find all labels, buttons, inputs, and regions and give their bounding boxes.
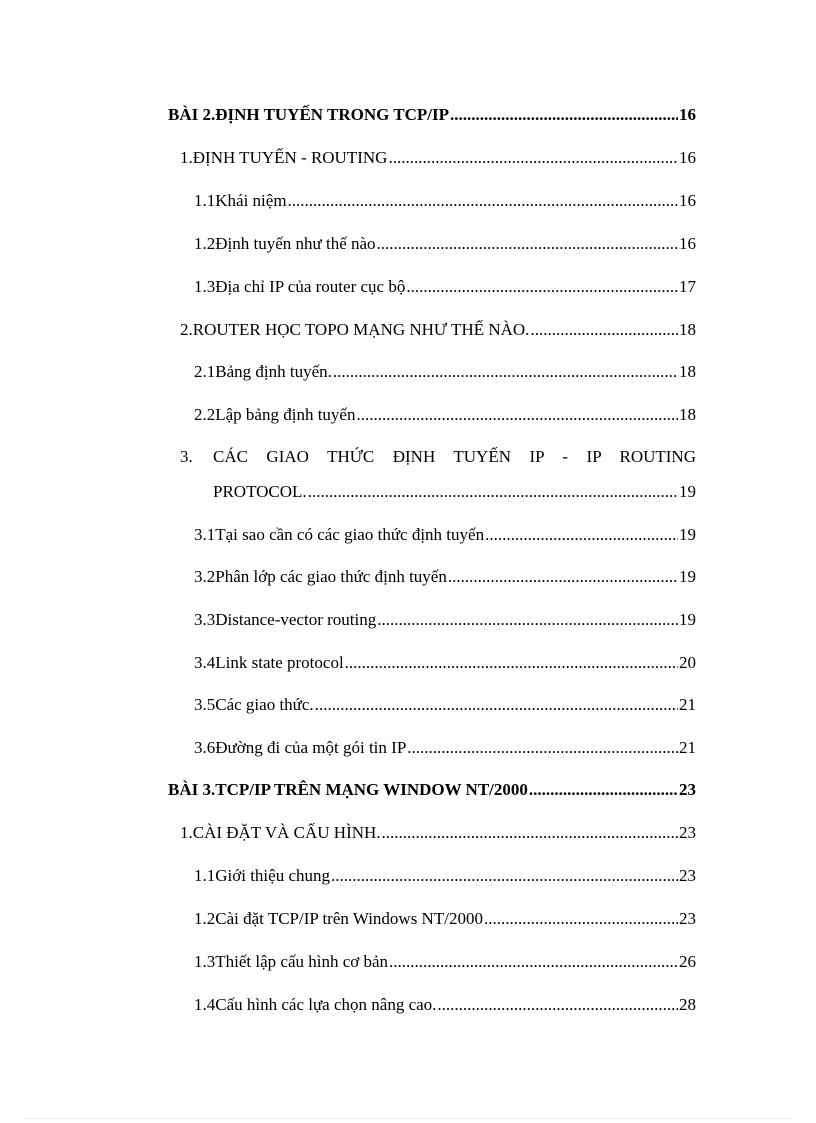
toc-leader xyxy=(450,103,678,127)
toc-number: 3.5 xyxy=(194,695,216,714)
toc-page: 23 xyxy=(679,823,696,842)
toc-number: BÀI 2. xyxy=(168,105,216,124)
toc-entry-3[interactable] xyxy=(180,445,696,469)
toc-page: 19 xyxy=(679,610,696,629)
toc-entry-1-3[interactable] xyxy=(194,275,696,299)
toc-title: Địa chỉ IP của router cục bộ xyxy=(215,277,406,296)
toc-number: BÀI 3. xyxy=(168,780,216,799)
toc-number: 1. xyxy=(180,148,193,167)
toc-page: 23 xyxy=(679,780,696,799)
toc-entry-bai3-1-4[interactable] xyxy=(194,993,696,1017)
toc-leader xyxy=(485,523,678,547)
toc-title: ĐỊNH TUYẾN TRONG TCP/IP xyxy=(215,105,450,124)
toc-title: Bảng định tuyến. xyxy=(215,362,332,381)
toc-entry-bai3-1-1[interactable] xyxy=(194,864,696,888)
toc-page: 16 xyxy=(679,234,696,253)
toc-title: ĐỊNH TUYẾN - ROUTING xyxy=(192,148,388,167)
toc-title: TCP/IP TRÊN MẠNG WINDOW NT/2000 xyxy=(215,780,528,799)
toc-leader xyxy=(345,651,678,675)
toc-number: 1.3 xyxy=(194,277,216,296)
toc-title: Distance-vector routing xyxy=(215,610,377,629)
toc-entry-2-1[interactable] xyxy=(194,360,696,384)
toc-title: Phân lớp các giao thức định tuyến xyxy=(215,567,447,586)
toc-page: 20 xyxy=(679,653,696,672)
toc-entry-bai3-1-2[interactable] xyxy=(194,907,696,931)
toc-entry-bai-3[interactable] xyxy=(168,778,696,802)
toc-page: 16 xyxy=(679,148,696,167)
toc-number: 1.1 xyxy=(194,866,216,885)
toc-entry-3-6[interactable] xyxy=(194,736,696,760)
toc-entry-bai3-1[interactable] xyxy=(180,821,696,845)
toc-entry-bai-2[interactable] xyxy=(168,103,696,127)
toc-title: Đường đi của một gói tin IP xyxy=(215,738,407,757)
toc-page: 17 xyxy=(679,277,696,296)
toc-number: 1.4 xyxy=(194,995,216,1014)
toc-number: 2.1 xyxy=(194,362,216,381)
toc-leader xyxy=(382,821,678,845)
toc-leader xyxy=(333,360,678,384)
toc-title: Cài đặt TCP/IP trên Windows NT/2000 xyxy=(215,909,483,928)
toc-entry-2[interactable] xyxy=(180,318,696,342)
toc-leader xyxy=(530,318,678,342)
toc-leader xyxy=(406,275,678,299)
toc-leader xyxy=(331,864,678,888)
toc-leader xyxy=(315,693,678,717)
toc-entry-bai3-1-3[interactable] xyxy=(194,950,696,974)
toc-entry-3-3[interactable] xyxy=(194,608,696,632)
toc-leader xyxy=(308,480,678,504)
toc-title: Cấu hình các lựa chọn nâng cao. xyxy=(215,995,437,1014)
toc-title: Giới thiệu chung xyxy=(215,866,330,885)
toc-page: 21 xyxy=(679,738,696,757)
toc-title: Thiết lập cấu hình cơ bản xyxy=(215,952,389,971)
toc-page: 19 xyxy=(679,567,696,586)
toc-page: 19 xyxy=(679,482,696,501)
toc-leader xyxy=(389,950,678,974)
toc-title: Các giao thức. xyxy=(215,695,314,714)
toc-number: 1.2 xyxy=(194,909,216,928)
toc-leader xyxy=(437,993,678,1017)
toc-entry-1-2[interactable] xyxy=(194,232,696,256)
toc-page: 18 xyxy=(679,320,696,339)
toc-title: Lập bảng định tuyến xyxy=(215,405,356,424)
toc-entry-3-4[interactable] xyxy=(194,651,696,675)
toc-entry-3-continued[interactable] xyxy=(213,480,696,504)
toc-page: 19 xyxy=(679,525,696,544)
toc-leader xyxy=(377,232,678,256)
toc-number: 3.1 xyxy=(194,525,216,544)
toc-number: 2.2 xyxy=(194,405,216,424)
toc-title: CÀI ĐẶT VÀ CẤU HÌNH. xyxy=(192,823,381,842)
toc-title-continued: PROTOCOL. xyxy=(213,482,307,501)
toc-page: 16 xyxy=(679,105,696,124)
toc-number: 3.3 xyxy=(194,610,216,629)
toc-page: 23 xyxy=(679,866,696,885)
toc-number: 1.1 xyxy=(194,191,216,210)
toc-page: 18 xyxy=(679,362,696,381)
toc-page: 28 xyxy=(679,995,696,1014)
toc-leader xyxy=(448,565,678,589)
toc-entry-3-5[interactable] xyxy=(194,693,696,717)
toc-page: 16 xyxy=(679,191,696,210)
toc-entry-3-1[interactable] xyxy=(194,523,696,547)
toc-title: Link state protocol xyxy=(215,653,344,672)
toc-leader xyxy=(529,778,678,802)
toc-page: 18 xyxy=(679,405,696,424)
toc-number: 1.2 xyxy=(194,234,216,253)
toc-leader xyxy=(356,403,678,427)
toc-leader xyxy=(388,146,678,170)
toc-leader xyxy=(288,189,678,213)
toc-page: 21 xyxy=(679,695,696,714)
toc-entry-3-2[interactable] xyxy=(194,565,696,589)
toc-page: 23 xyxy=(679,909,696,928)
toc-entry-2-2[interactable] xyxy=(194,403,696,427)
toc-number: 3.4 xyxy=(194,653,216,672)
toc-title: ROUTER HỌC TOPO MẠNG NHƯ THẾ NÀO. xyxy=(192,320,530,339)
toc-number: 1. xyxy=(180,823,193,842)
toc-title: Định tuyến như thế nào xyxy=(215,234,376,253)
toc-leader xyxy=(484,907,678,931)
toc-number: 3.6 xyxy=(194,738,216,757)
toc-title: CÁC GIAO THỨC ĐỊNH TUYẾN IP - IP ROUTING xyxy=(213,447,696,466)
toc-number: 3.2 xyxy=(194,567,216,586)
toc-entry-1-1[interactable] xyxy=(194,189,696,213)
toc-page: 26 xyxy=(679,952,696,971)
toc-leader xyxy=(407,736,678,760)
toc-title: Khái niệm xyxy=(215,191,287,210)
toc-entry-1[interactable] xyxy=(180,146,696,170)
toc-title: Tại sao cần có các giao thức định tuyến xyxy=(215,525,485,544)
toc-number: 3. xyxy=(180,447,193,466)
toc-leader xyxy=(377,608,678,632)
page-bottom-divider xyxy=(24,1118,792,1119)
toc-number: 2. xyxy=(180,320,193,339)
toc-number: 1.3 xyxy=(194,952,216,971)
